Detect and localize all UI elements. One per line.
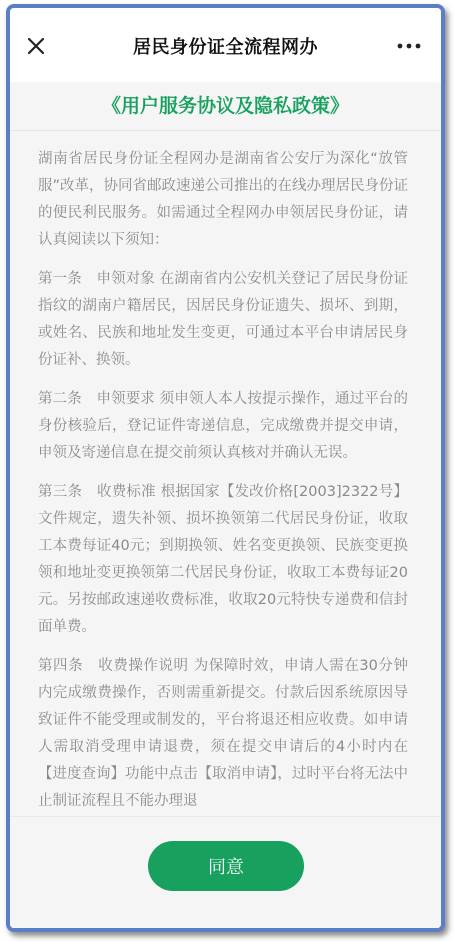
nav-bar xyxy=(10,8,441,82)
agreement-paragraph: 第三条 收费标准 根据国家【发改价格[2003]2322号】文件规定，遗失补领、损坏换领第二代居民身份证，收取工本费每证40元；到期换领、姓名变更换领、民族变更换领和地址变更换领第二代居民身份证，收取工本费每证20元。另按邮政速递收费标准，收取20元特快专递费和信封面单费。 xyxy=(38,484,408,635)
agreement-content[interactable] xyxy=(38,146,408,814)
agreement-paragraph: 湖南省居民身份证全程网办是湖南省公安厅为深化“放管服”改革，协同省邮政速递公司推出的在线办理居民身份证的便民利民服务。如需通过全程网办申领居民身份证，请认真阅读以下须知： xyxy=(38,151,408,248)
more-horizontal-icon[interactable] xyxy=(397,36,421,56)
agree-button[interactable]: 同意 xyxy=(148,841,304,891)
agreement-paragraph: 第二条 申领要求 须申领人本人按提示操作，通过平台的身份核验后，登记证件寄递信息，完成缴费并提交申请，申领及寄递信息在提交前须认真核对并确认无误。 xyxy=(38,391,408,461)
footer-bar xyxy=(10,816,441,929)
app-window xyxy=(6,4,445,932)
agreement-paragraph: 第四条 收费操作说明 为保障时效，申请人需在30分钟内完成缴费操作，否则需重新提交。付款后因系统原因导致证件不能受理或制发的，平台将退还相应收费。如申请人需取消受理申请退费，须在提交申请后的4小时内在【进度查询】功能中点击【取消申请】，过时平台将无法中止制证流程且不能办理退 xyxy=(38,658,408,809)
agreement-paragraph: 第一条 申领对象 在湖南省内公安机关登记了居民身份证指纹的湖南户籍居民，因居民身份证遗失、损坏、到期，或姓名、民族和地址发生变更，可通过本平台申请居民身份证补、换领。 xyxy=(38,271,408,368)
agreement-title: 《用户服务协议及隐私政策》 xyxy=(10,82,441,131)
page-body xyxy=(10,82,441,928)
nav-title: 居民身份证全流程网办 xyxy=(133,37,318,58)
